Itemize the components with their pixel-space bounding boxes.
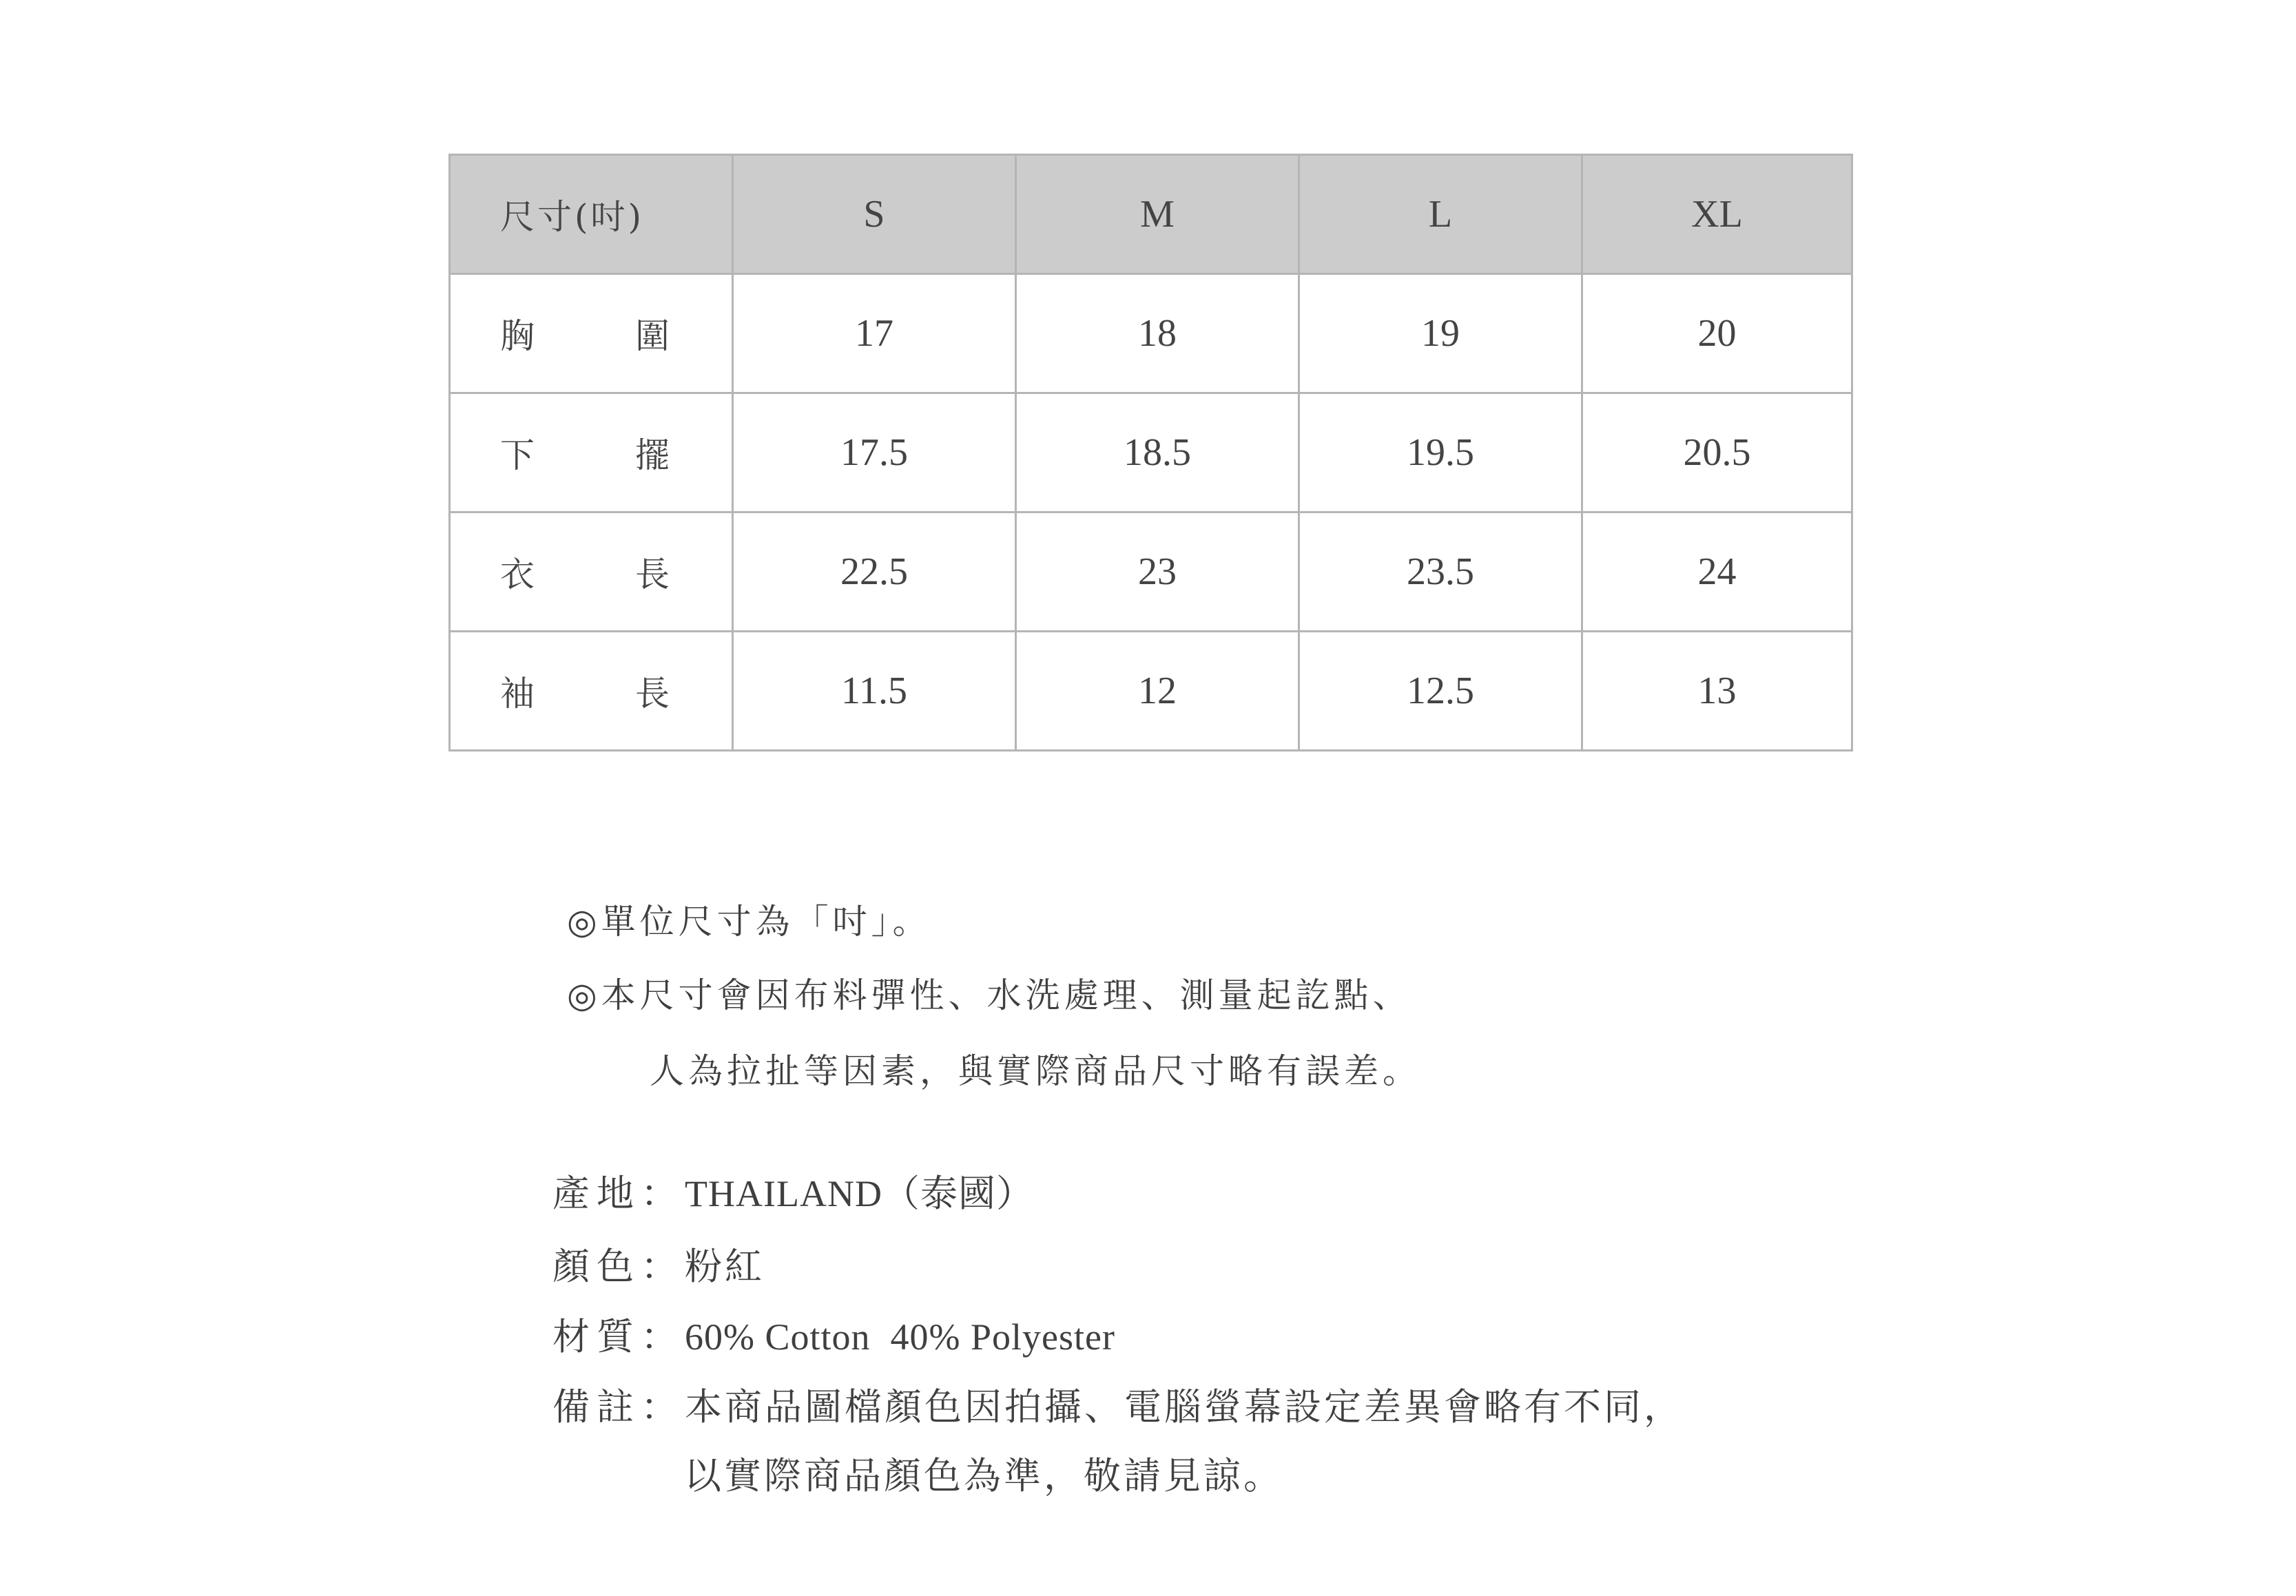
color-label: 顏色： <box>552 1245 685 1288</box>
material-value: 60% Cotton 40% Polyester <box>685 1316 1115 1358</box>
label-char: 長 <box>635 555 672 594</box>
origin-value: THAILAND（泰國） <box>685 1173 1034 1214</box>
cell-value: 13 <box>1582 632 1852 751</box>
table-row-sleeve <box>450 632 1852 751</box>
cell-value: 22.5 <box>733 512 1016 632</box>
cell-value: 17 <box>733 274 1016 393</box>
label-char: 長 <box>635 674 672 714</box>
table-row-chest <box>450 274 1852 393</box>
header-size-xl: XL <box>1582 155 1852 274</box>
header-size-l: L <box>1299 155 1582 274</box>
material-label: 材質： <box>552 1315 685 1358</box>
row-label-length <box>450 512 733 632</box>
header-unit-label: 尺寸(吋) <box>450 155 733 274</box>
info-material <box>552 1307 1115 1360</box>
cell-value: 20.5 <box>1582 393 1852 512</box>
label-char: 胸 <box>500 316 537 356</box>
origin-label: 產地： <box>552 1172 685 1215</box>
table-row-hem <box>450 393 1852 512</box>
table-row-length <box>450 512 1852 632</box>
note-unit: ◎單位尺寸為「吋」。 <box>567 902 931 942</box>
info-color <box>552 1237 765 1290</box>
cell-value: 17.5 <box>733 393 1016 512</box>
size-chart-header-row <box>450 155 1852 274</box>
header-size-s: S <box>733 155 1016 274</box>
cell-value: 12.5 <box>1299 632 1582 751</box>
cell-value: 20 <box>1582 274 1852 393</box>
label-char: 衣 <box>500 555 537 594</box>
cell-value: 19 <box>1299 274 1582 393</box>
remark-label: 備註： <box>552 1385 685 1429</box>
cell-value: 23.5 <box>1299 512 1582 632</box>
cell-value: 18 <box>1016 274 1299 393</box>
cell-value: 11.5 <box>733 632 1016 751</box>
header-size-m: M <box>1016 155 1299 274</box>
row-label-hem <box>450 393 733 512</box>
note-tolerance: ◎本尺寸會因布料彈性、水洗處理、測量起訖點、 <box>567 975 1411 1015</box>
cell-value: 12 <box>1016 632 1299 751</box>
color-value: 粉紅 <box>685 1245 765 1288</box>
label-char: 袖 <box>500 674 537 714</box>
info-remark <box>552 1378 1684 1431</box>
remark-value: 本商品圖檔顏色因拍攝、電腦螢幕設定差異會略有不同， <box>685 1385 1684 1429</box>
row-label-sleeve <box>450 632 733 751</box>
size-chart-table <box>448 154 1853 752</box>
cell-value: 23 <box>1016 512 1299 632</box>
row-label-chest <box>450 274 733 393</box>
info-origin <box>552 1164 1034 1217</box>
cell-value: 24 <box>1582 512 1852 632</box>
note-tolerance-cont: 人為拉扯等因素，與實際商品尺寸略有誤差。 <box>650 1051 1421 1091</box>
cell-value: 19.5 <box>1299 393 1582 512</box>
cell-value: 18.5 <box>1016 393 1299 512</box>
label-char: 下 <box>500 435 537 475</box>
label-char: 圍 <box>635 316 672 356</box>
label-char: 擺 <box>635 435 672 475</box>
info-remark-cont: 以實際商品顏色為準，敬請見諒。 <box>684 1454 1283 1497</box>
